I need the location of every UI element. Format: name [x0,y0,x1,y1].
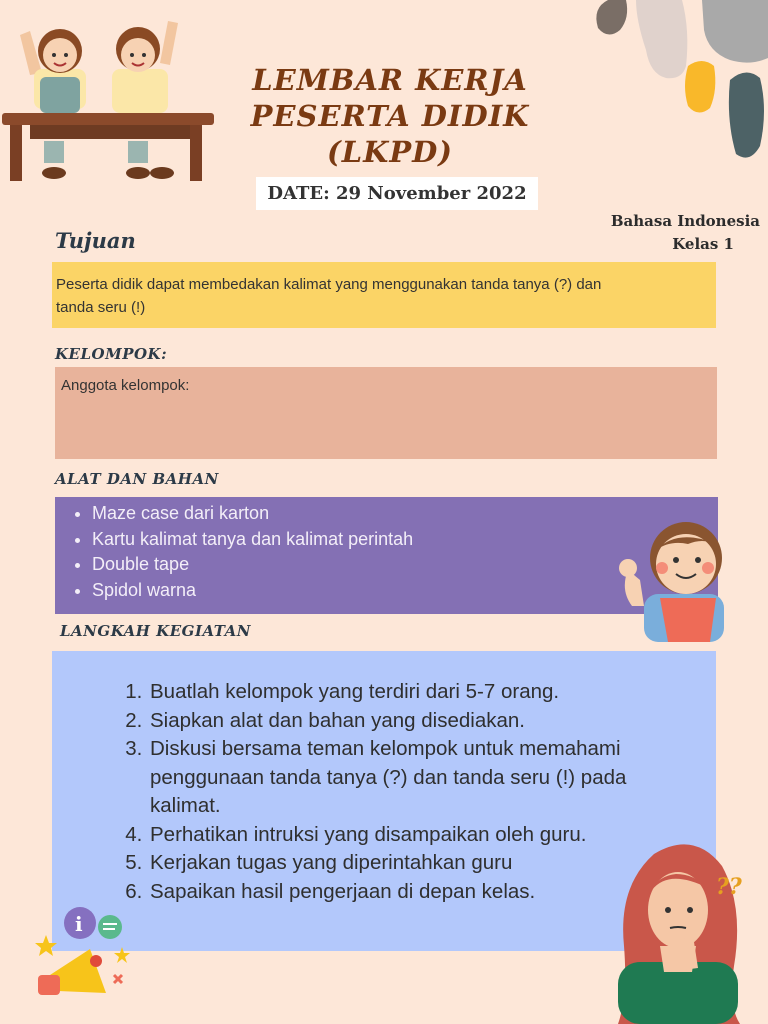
thinking-girl-illustration [604,836,754,1024]
brush-stroke-gray [702,0,768,63]
list-item: • Kartu kalimat tanya dan kalimat perintah [92,527,718,553]
page-title: LEMBAR KERJA PESERTA DIDIK (LKPD) [250,63,530,169]
megaphone-illustration [30,905,140,1020]
brush-stroke-pink [636,0,687,78]
question-marks-decoration: ?? [716,874,742,900]
kelompok-box [55,367,717,459]
list-item: 4. Perhatikan intruksi yang disampaikan oleh guru. [148,821,688,850]
tujuan-box [52,262,716,328]
svg-text:i: i [75,912,83,936]
tujuan-heading: Tujuan [55,228,136,253]
brush-stroke-teal [729,72,764,157]
chat-bubble-icon [98,915,122,939]
list-item: 3. Diskusi bersama teman kelompok untuk memahami penggunaan tanda tanya (?) dan tanda seru (!) pada kalimat. [148,735,688,821]
brush-stroke-yellow [685,61,715,113]
list-item: 6. Sapaikan hasil pengerjaan di depan kelas. [148,878,688,907]
tujuan-text: Peserta didik dapat membedakan kalimat yang menggunakan tanda tanya (?) dan tanda seru (!) [56,276,602,316]
list-item: 2. Siapkan alat dan bahan yang disediakan. [148,707,688,736]
student-girl [20,29,86,113]
kelompok-heading: KELOMPOK: [55,345,168,363]
brush-stroke-brown [596,0,627,35]
alat-heading: ALAT DAN BAHAN [55,470,219,488]
subject-info [611,210,760,256]
anggota-kelompok-label: Anggota kelompok: [61,377,190,394]
class-level: Kelas 1 [672,235,734,253]
langkah-list [52,651,688,906]
list-item: • Double tape [92,552,718,578]
list-item: 5. Kerjakan tugas yang diperintahkan guru [148,849,688,878]
list-item: 1. Buatlah kelompok yang terdiri dari 5-7 orang. [148,678,688,707]
star-icon [35,935,57,956]
langkah-heading: LANGKAH KEGIATAN [60,622,251,640]
student-boy [112,21,178,113]
desk-top [2,113,214,125]
brush-strokes-decoration [590,0,768,170]
star-icon [114,947,130,963]
boy-illustration [618,510,733,642]
list-item: • Spidol warna [92,578,718,604]
date-label: DATE: 29 November 2022 [256,177,538,210]
list-item: • Maze case dari karton [92,501,718,527]
subject-name: Bahasa Indonesia [610,212,760,230]
